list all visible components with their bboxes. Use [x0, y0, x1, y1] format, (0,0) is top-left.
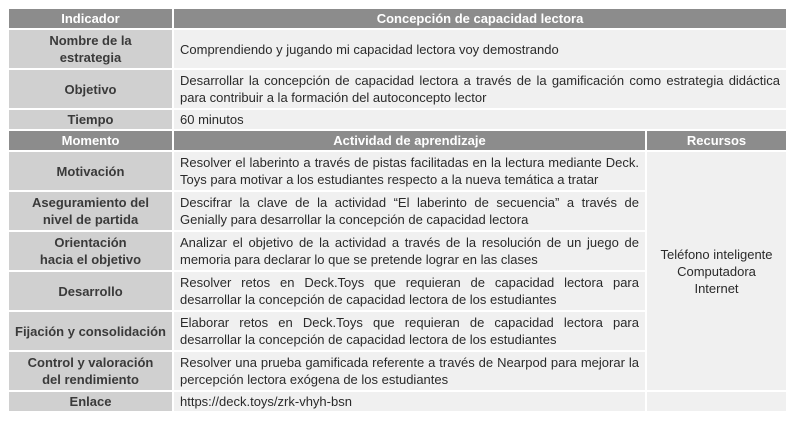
- row-nombre-estrategia: [8, 29, 787, 69]
- columns-header-row: [8, 130, 787, 151]
- moment-label: Desarrollo: [8, 271, 173, 311]
- actividad-header: Actividad de aprendizaje: [173, 130, 646, 151]
- recursos-header: Recursos: [646, 130, 787, 151]
- objetivo-value: Desarrollar la concepción de capacidad lectora a través de la gamificación como estrategia didáctica para contribuir a la formación del autoconcepto lector: [173, 69, 787, 109]
- recurso-item: Teléfono inteligente: [660, 246, 773, 262]
- moment-label: Control y valoración del rendimiento: [8, 351, 173, 391]
- tiempo-value: 60 minutos: [173, 109, 787, 130]
- moment-activity: Resolver el laberinto a través de pistas facilitadas en la lectura mediante Deck. Toys para motivar a los estudiantes respecto a la nueva temática a tratar: [173, 151, 646, 191]
- moment-activity: Analizar el objetivo de la actividad a través de la resolución de un juego de memoria para declarar lo que se pretende lograr en las clases: [173, 231, 646, 271]
- enlace-label: Enlace: [8, 391, 173, 412]
- momento-header: Momento: [8, 130, 173, 151]
- moment-row-motivacion: [8, 151, 787, 191]
- enlace-url[interactable]: https://deck.toys/zrk-vhyh-bsn: [173, 391, 646, 412]
- table-title: Concepción de capacidad lectora: [173, 8, 787, 29]
- moment-label: Orientación hacia el objetivo: [8, 231, 173, 271]
- strategy-table-container: [7, 7, 786, 413]
- strategy-table: [7, 7, 788, 413]
- moment-activity: Elaborar retos en Deck.Toys que requieran de capacidad lectora para desarrollar la concepción de capacidad lectora de los estudiantes: [173, 311, 646, 351]
- row-enlace: [8, 391, 787, 412]
- row-objetivo: [8, 69, 787, 109]
- recurso-item: Internet: [694, 280, 739, 296]
- objetivo-label: Objetivo: [8, 69, 173, 109]
- moment-label: Fijación y consolidación: [8, 311, 173, 351]
- recursos-cell: [646, 151, 787, 391]
- moment-activity: Resolver una prueba gamificada referente a través de Nearpod para mejorar la percepción lectora exógena de los estudiantes: [173, 351, 646, 391]
- header-row: [8, 8, 787, 29]
- enlace-empty-cell: [646, 391, 787, 412]
- recurso-item: Computadora: [677, 263, 756, 279]
- nombre-estrategia-label: Nombre de la estrategia: [8, 29, 173, 69]
- tiempo-label: Tiempo: [8, 109, 173, 130]
- moment-label: Aseguramiento del nivel de partida: [8, 191, 173, 231]
- moment-label: Motivación: [8, 151, 173, 191]
- moment-activity: Resolver retos en Deck.Toys que requieran de capacidad lectora para desarrollar la concepción de capacidad lectora de los estudiantes: [173, 271, 646, 311]
- row-tiempo: [8, 109, 787, 130]
- moment-activity: Descifrar la clave de la actividad “El laberinto de secuencia” a través de Genially para desarrollar la concepción de capacidad lectora: [173, 191, 646, 231]
- indicador-header: Indicador: [8, 8, 173, 29]
- nombre-estrategia-value: Comprendiendo y jugando mi capacidad lectora voy demostrando: [173, 29, 787, 69]
